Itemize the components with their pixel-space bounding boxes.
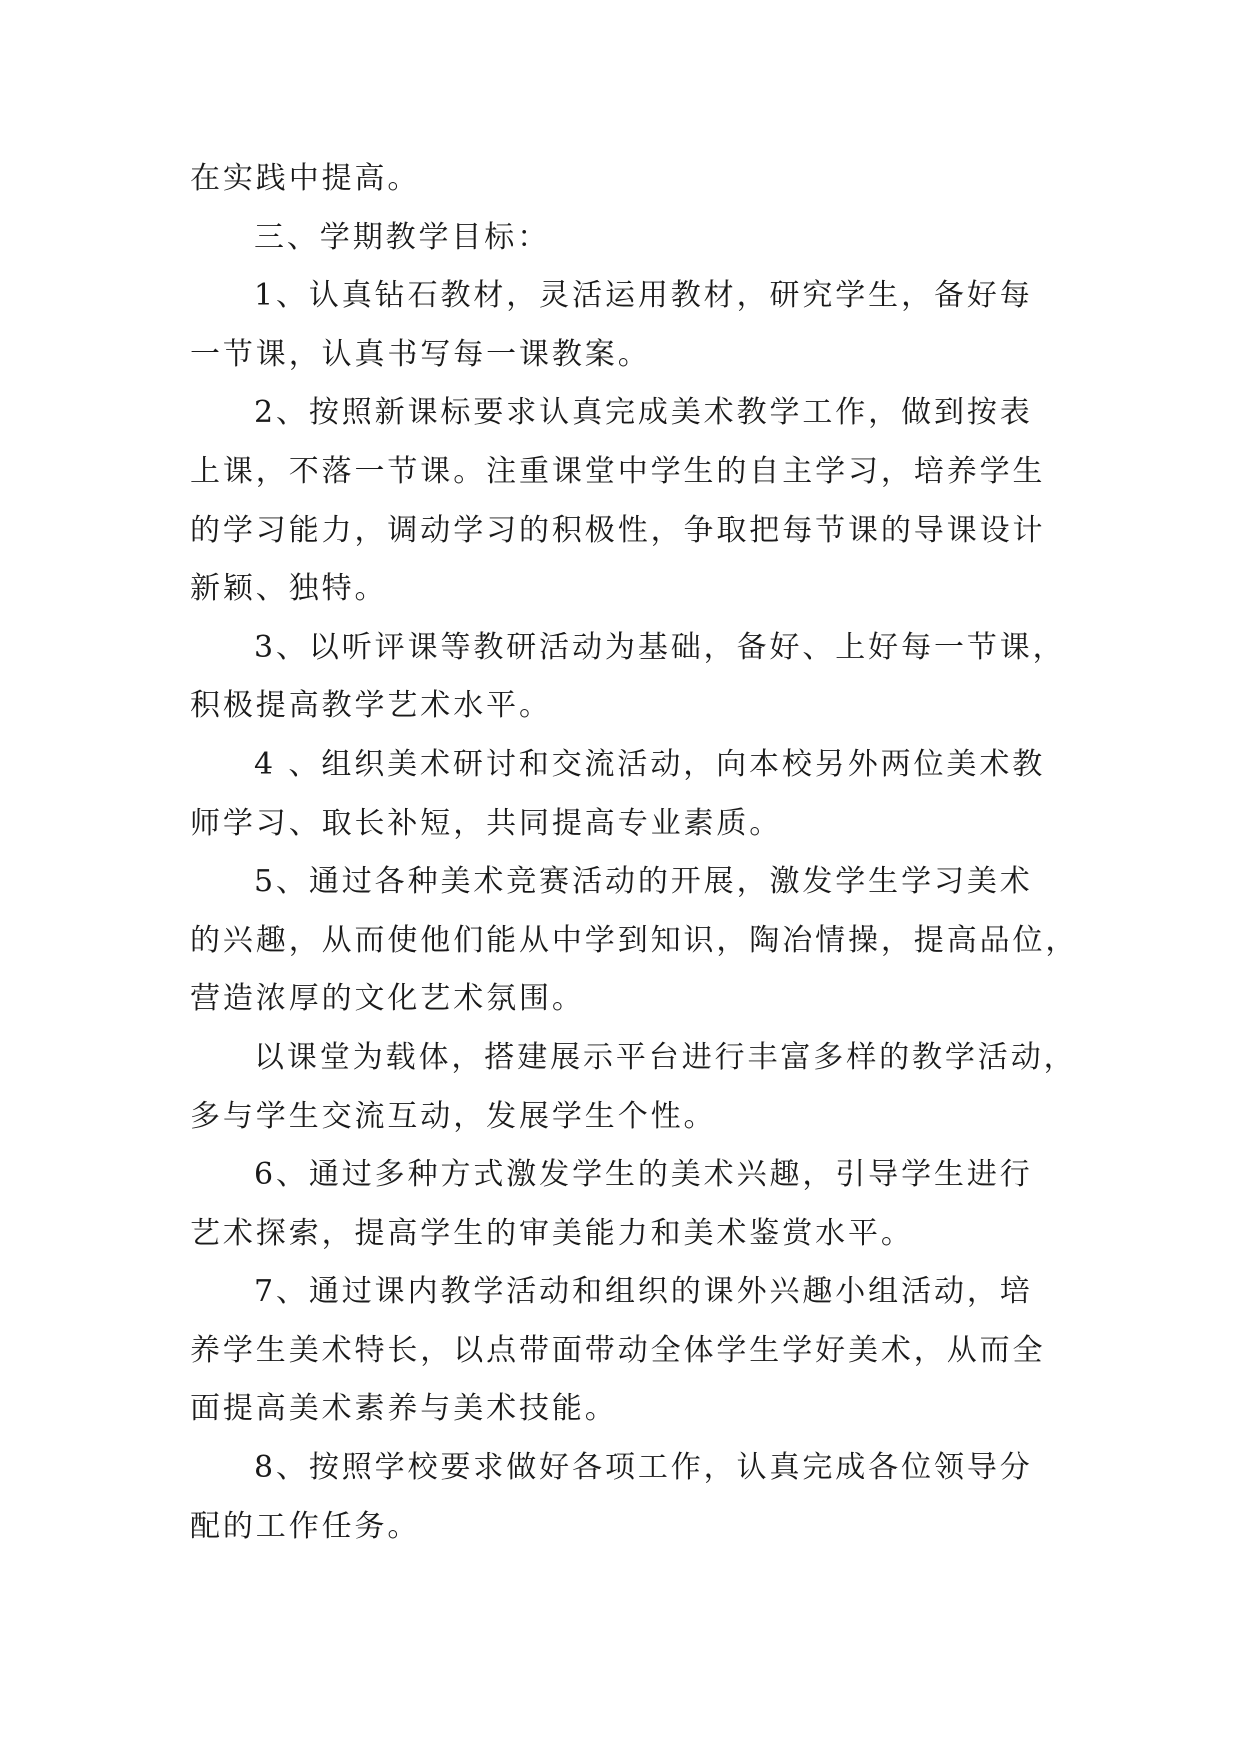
text-line: 积极提高教学艺术水平。 [190,688,552,724]
text-line: 在实践中提高。 [190,161,421,196]
text-line: 8、按照学校要求做好各项工作，认真完成各位领导分 [254,1450,1033,1486]
section-heading: 三、学期教学目标： [254,219,551,255]
text-line: 的兴趣，从而使他们能从中学到知识，陶冶情操，提高品位， [190,922,1079,958]
text-line: 以课堂为载体，搭建展示平台进行丰富多样的教学活动， [254,1039,1077,1075]
text-line: 营造浓厚的文化艺术氛围。 [190,981,585,1017]
document-body [190,150,1079,1556]
text-line: 一节课，认真书写每一课教案。 [190,336,651,372]
text-line: 新颖、独特。 [190,571,388,607]
text-line: 的学习能力，调动学习的积极性，争取把每节课的导课设计 [190,512,1046,548]
text-line: 5、通过各种美术竞赛活动的开展，激发学生学习美术 [254,864,1033,900]
text-line: 养学生美术特长，以点带面带动全体学生学好美术，从而全 [190,1332,1046,1368]
text-line: 1、认真钻石教材，灵活运用教材，研究学生，备好每 [254,278,1033,314]
text-line: 3、以听评课等教研活动为基础，备好、上好每一节课， [254,629,1066,665]
text-line: 面提高美术素养与美术技能。 [190,1391,618,1427]
text-line: 6、通过多种方式激发学生的美术兴趣，引导学生进行 [254,1157,1033,1193]
text-line: 2、按照新课标要求认真完成美术教学工作，做到按表 [254,395,1033,431]
text-line: 艺术探索，提高学生的审美能力和美术鉴赏水平。 [190,1215,914,1251]
text-line: 4 、组织美术研讨和交流活动，向本校另外两位美术教 [254,746,1046,782]
text-line: 配的工作任务。 [190,1508,421,1544]
text-line: 7、通过课内教学活动和组织的课外兴趣小组活动，培 [254,1274,1033,1310]
text-line: 师学习、取长补短，共同提高专业素质。 [190,805,783,841]
text-line: 上课，不落一节课。注重课堂中学生的自主学习，培养学生 [190,453,1046,489]
text-line: 多与学生交流互动，发展学生个性。 [190,1098,717,1134]
